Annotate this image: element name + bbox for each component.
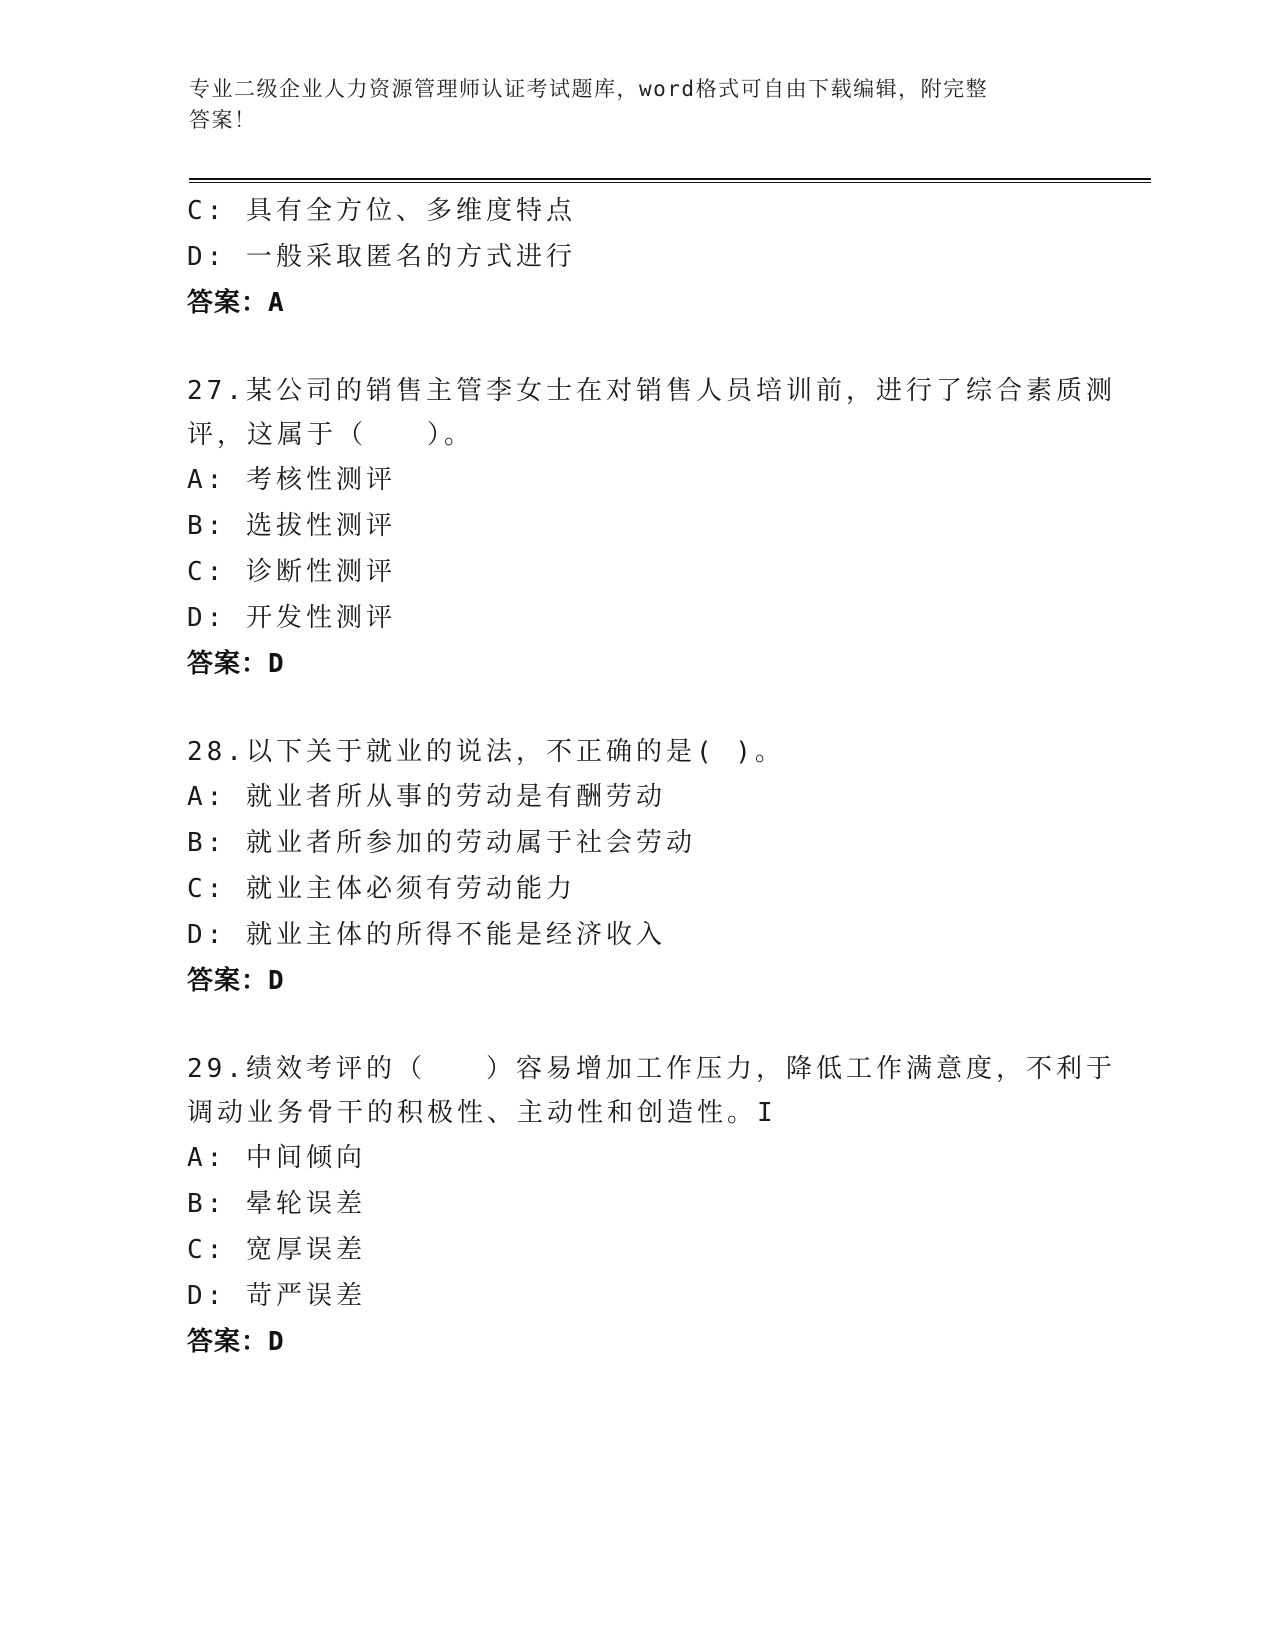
question-list <box>187 188 1116 1365</box>
question-stem: 28.以下关于就业的说法，不正确的是( )。 <box>187 737 785 767</box>
header-divider-thin <box>189 182 1151 183</box>
header-divider-thick <box>189 178 1151 180</box>
option-a: A: 就业者所从事的劳动是有酬劳动 <box>187 782 666 812</box>
option-d: D: 就业主体的所得不能是经济收入 <box>187 920 666 950</box>
header-line-2: 答案！ <box>189 108 257 132</box>
document-header <box>189 74 1069 136</box>
option-a: A: 中间倾向 <box>187 1143 366 1173</box>
question-stem: 29.绩效考评的（ ）容易增加工作压力，降低工作满意度，不利于 <box>187 1054 1116 1084</box>
option-c: C: 宽厚误差 <box>187 1235 366 1265</box>
question-stem-continued: 评，这属于（ ）。 <box>187 420 475 450</box>
question-27 <box>187 369 1116 687</box>
question-stem: 27.某公司的销售主管李女士在对销售人员培训前，进行了综合素质测 <box>187 376 1116 406</box>
option-b: B: 选拔性测评 <box>187 511 396 541</box>
option-d: D: 苛严误差 <box>187 1281 366 1311</box>
answer: 答案：A <box>187 288 285 318</box>
question-26-tail <box>187 188 1087 326</box>
option-d: D: 一般采取匿名的方式进行 <box>187 242 576 272</box>
option-d: D: 开发性测评 <box>187 603 396 633</box>
option-b: B: 就业者所参加的劳动属于社会劳动 <box>187 828 696 858</box>
option-c: C: 具有全方位、多维度特点 <box>187 196 576 226</box>
option-b: B: 晕轮误差 <box>187 1189 366 1219</box>
option-c: C: 诊断性测评 <box>187 557 396 587</box>
header-line-1: 专业二级企业人力资源管理师认证考试题库，word格式可自由下载编辑，附完整 <box>189 77 989 101</box>
option-a: A: 考核性测评 <box>187 465 396 495</box>
answer: 答案：D <box>187 966 285 996</box>
answer: 答案：D <box>187 649 285 679</box>
question-28 <box>187 730 1087 1004</box>
question-29 <box>187 1047 1116 1365</box>
question-stem-continued: 调动业务骨干的积极性、主动性和创造性。I <box>187 1098 777 1128</box>
option-c: C: 就业主体必须有劳动能力 <box>187 874 576 904</box>
answer: 答案：D <box>187 1327 285 1357</box>
